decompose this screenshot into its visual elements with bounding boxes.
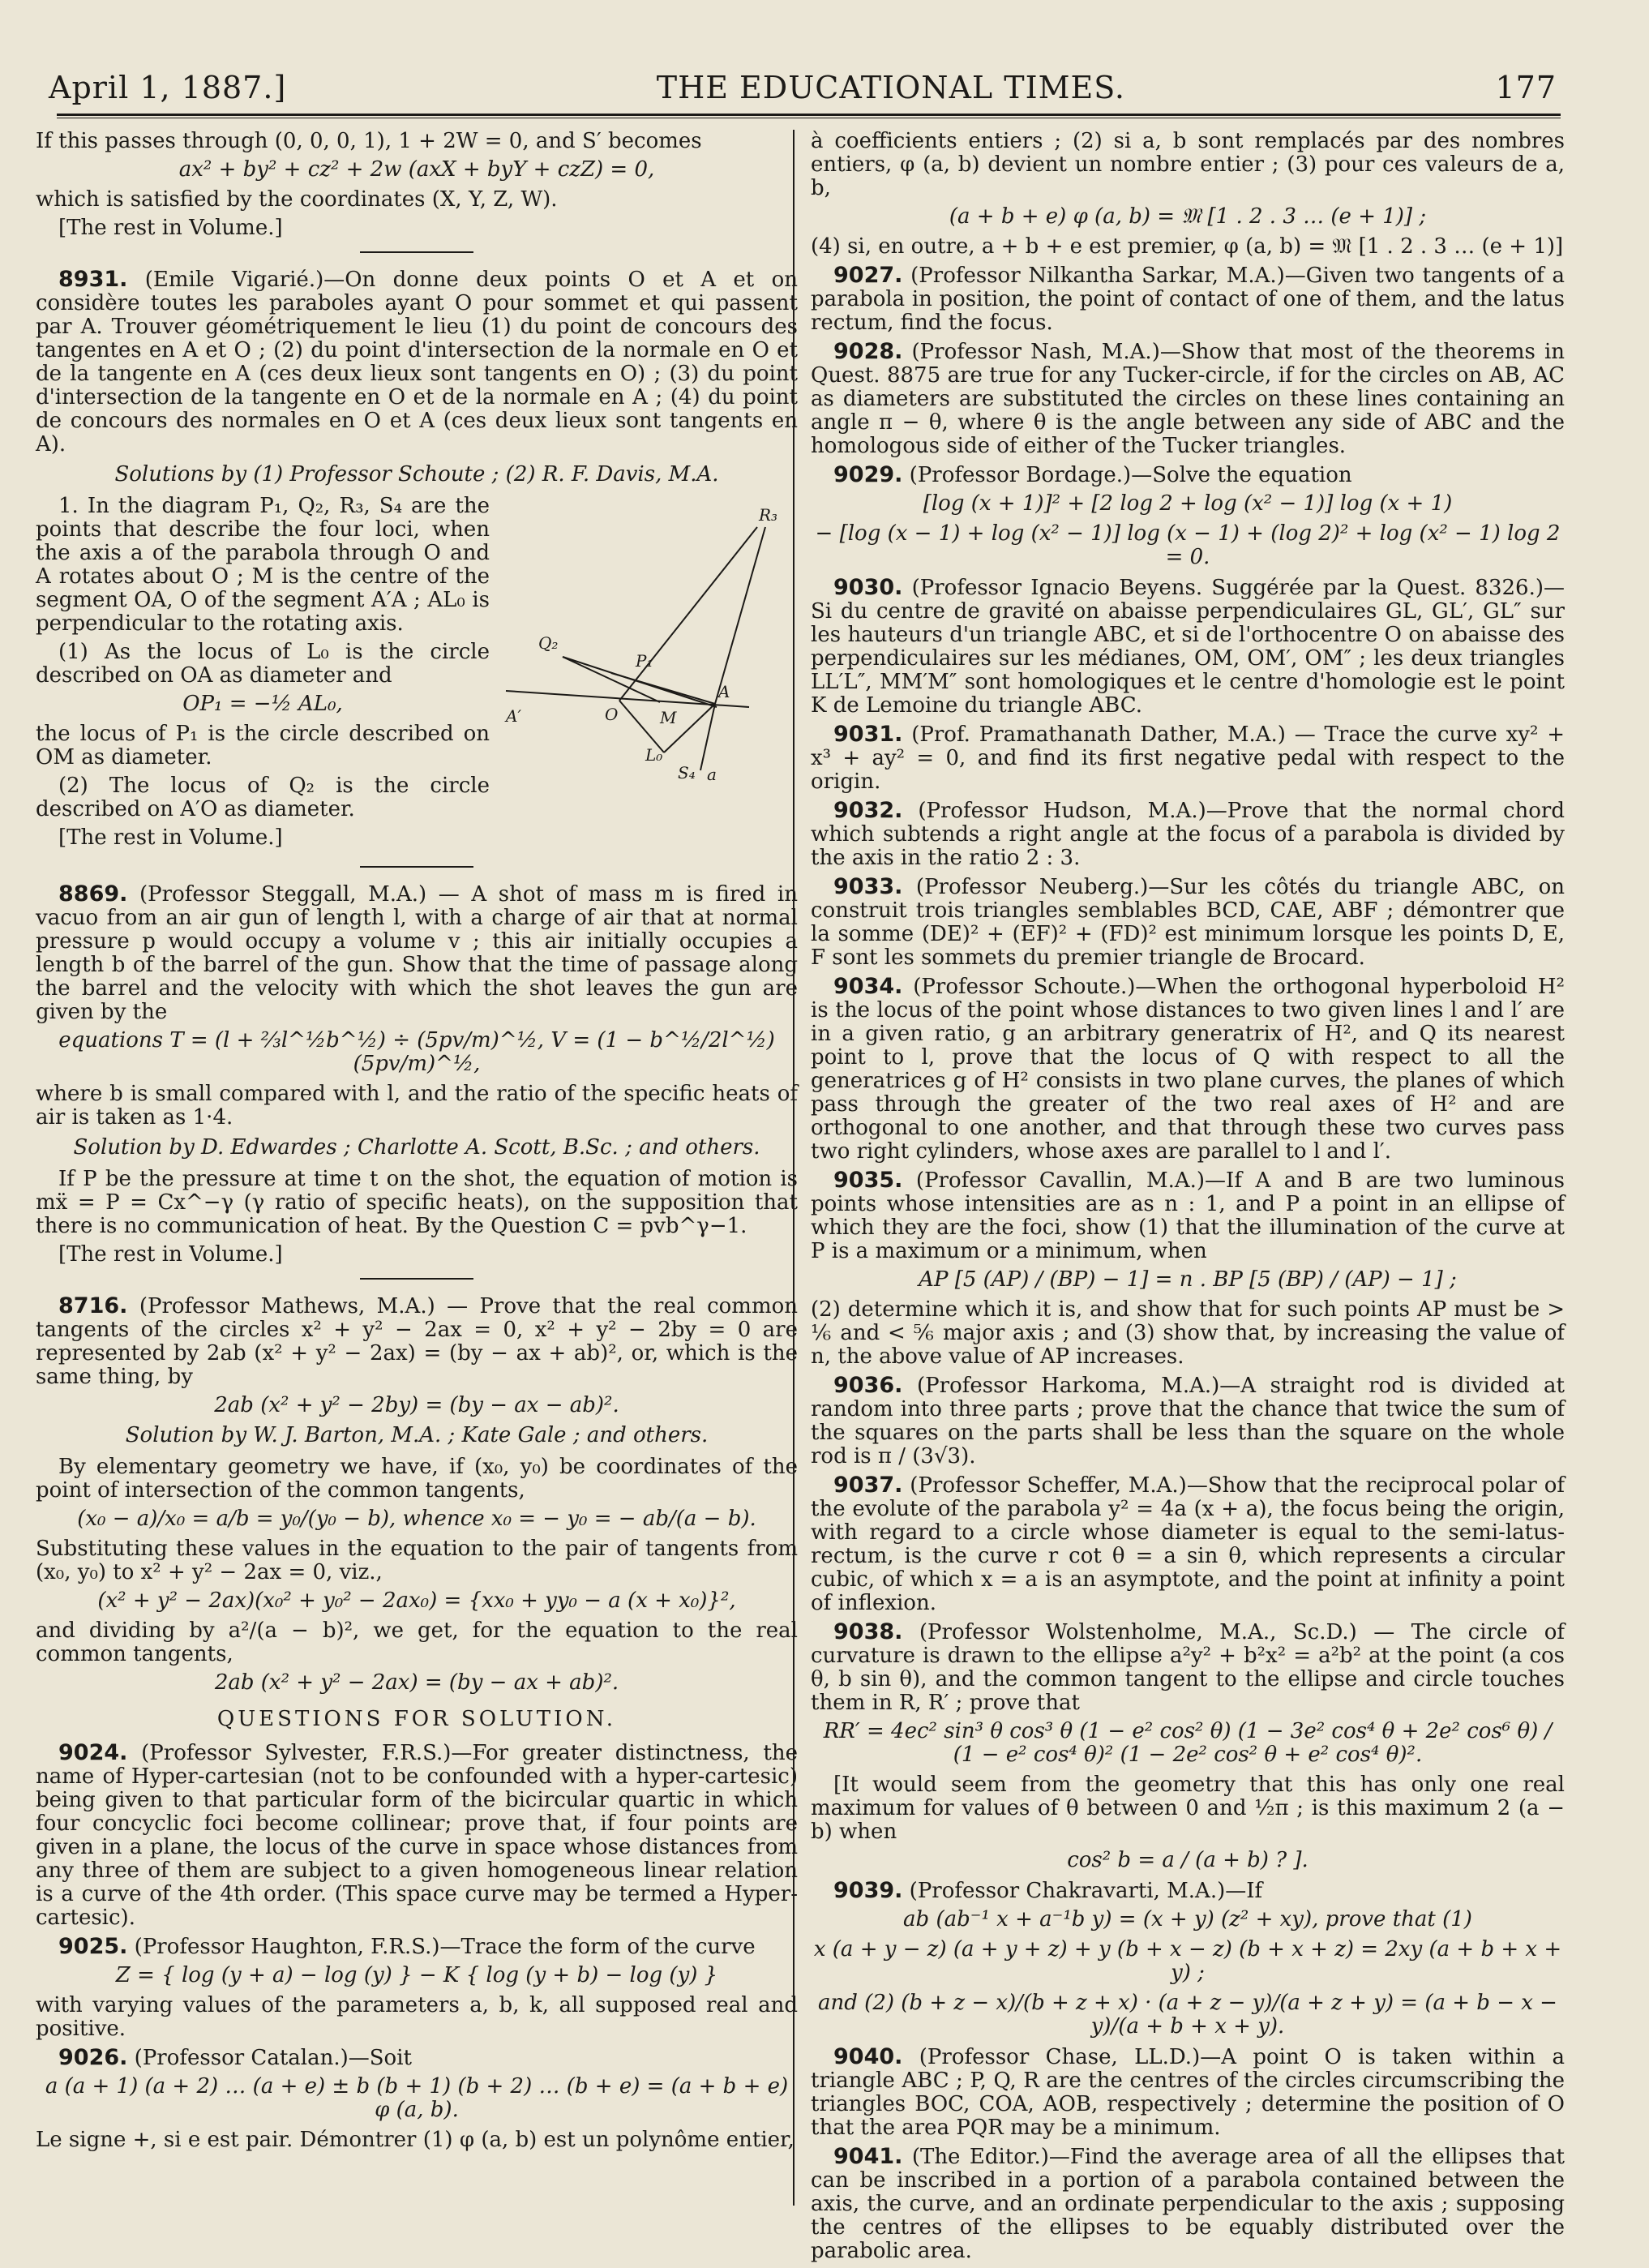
label-axis-a: a xyxy=(707,765,717,784)
question-number: 9030. xyxy=(833,575,903,600)
rest-in-volume: [The rest in Volume.] xyxy=(58,216,283,240)
header-date: April 1, 1887.] xyxy=(49,70,287,105)
label-q2: Q₂ xyxy=(538,633,559,653)
equation: AP [5 (AP) / (BP) − 1] = n . BP [5 (BP) / (AP) − 1] ; xyxy=(919,1267,1457,1292)
question-number: 8931. xyxy=(58,267,128,292)
question-9041 xyxy=(811,2145,1565,2263)
line-r xyxy=(619,527,757,701)
equation: 2ab (x² + y² − 2ax) = (by − ax + ab)². xyxy=(214,1670,619,1695)
label-m: M xyxy=(660,708,677,727)
question-text: (Professor Wolstenholme, M.A., Sc.D.) — The circle of curvature is drawn to the ellipse a²y² + b²x² = a²b² at the point (a cos θ, b sin θ), and the common tangent to the ellipse and circle touches them in R, R′ ; prove that xyxy=(811,1620,1565,1715)
question-9040 xyxy=(811,2045,1565,2140)
question-number: 8716. xyxy=(58,1293,128,1318)
question-text: (Professor Bordage.)—Solve the equation xyxy=(909,463,1352,487)
page-header xyxy=(49,63,1557,112)
equation: ab (ab⁻¹ x + a⁻¹b y) = (x + y) (z² + xy), prove that (1) xyxy=(903,1907,1472,1931)
question-9025 xyxy=(36,1935,798,1959)
question-9026 xyxy=(36,2046,798,2070)
question-number: 9041. xyxy=(833,2144,903,2169)
question-text: (Professor Haughton, F.R.S.)—Trace the form of the curve xyxy=(134,1935,756,1959)
question-text: (Professor Ignacio Beyens. Suggérée par la Quest. 8326.)—Si du centre de gravité on abaisse perpendiculaires GL, GL′, GL″ sur les hauteurs d'un triangle ABC, et si de l'orthocentre O on abaisse des perpendiculaires sur les médianes, OM, OM′, OM″ ; les deux triangles LL′L″, MM′M″ sont homologiques et le centre d'homologie est le point K de Lemoine du triangle ABC. xyxy=(811,576,1565,718)
question-text: (Professor Neuberg.)—Sur les côtés du triangle ABC, on construit trois triangles semblables BCD, CAE, ABF ; démontrer que la somme (DE)² + (EF)² + (FD)² est minimum lorsque les points D, E, F sont les sommets du premier triangle de Brocard. xyxy=(811,875,1565,970)
paragraph: the locus of P₁ is the circle described on OM as diameter. xyxy=(36,722,490,770)
paragraph: By elementary geometry we have, if (x₀, y₀) be coordinates of the point of intersection of the common tangents, xyxy=(36,1455,798,1503)
paragraph: Le signe +, si e est pair. Démontrer (1) φ (a, b) est un polynôme entier, xyxy=(36,2128,795,2152)
question-text: (Professor Nilkantha Sarkar, M.A.)—Given two tangents of a parabola in position, the point of contact of one of them, and the latus rectum, find the focus. xyxy=(811,264,1565,335)
question-number: 9034. xyxy=(833,974,903,999)
paragraph: (1) As the locus of L₀ is the circle described on OA as diameter and xyxy=(36,640,490,688)
question-9034 xyxy=(811,975,1565,1164)
question-number: 9027. xyxy=(833,263,903,288)
question-text: (Professor Hudson, M.A.)—Prove that the normal chord which subtends a right angle at the focus of a parabola is divided by the axis in the ratio 2 : 3. xyxy=(811,799,1565,870)
question-number: 9025. xyxy=(58,1934,128,1959)
separator-rule xyxy=(360,251,473,253)
separator-rule xyxy=(360,866,473,868)
paragraph: with varying values of the parameters a, b, k, all supposed real and positive. xyxy=(36,1993,798,2041)
paragraph: (2) The locus of Q₂ is the circle described on A′O as diameter. xyxy=(36,774,490,821)
left-column xyxy=(36,130,798,2157)
solution-byline: Solution by D. Edwardes ; Charlotte A. Scott, B.Sc. ; and others. xyxy=(73,1135,760,1160)
question-8931 xyxy=(36,268,798,457)
paragraph: and dividing by a²/(a − b)², we get, for the equation to the real common tangents, xyxy=(36,1618,798,1666)
line-s xyxy=(700,704,715,770)
question-number: 9032. xyxy=(833,798,903,823)
label-a: A xyxy=(718,682,730,701)
question-9027 xyxy=(811,264,1565,335)
line-a xyxy=(715,527,765,704)
solution-byline: Solution by W. J. Barton, M.A. ; Kate Gale ; and others. xyxy=(125,1423,709,1447)
question-number: 9031. xyxy=(833,722,903,747)
paragraph: (4) si, en outre, a + b + e est premier, φ (a, b) = 𝔐 [1 . 2 . 3 … (e + 1)] xyxy=(811,234,1564,259)
equation: a (a + 1) (a + 2) … (a + e) ± b (b + 1) (b + 2) … (b + e) = (a + b + e) φ (a, b). xyxy=(45,2074,789,2122)
question-number: 9036. xyxy=(833,1373,903,1398)
equation: − [log (x − 1) + log (x² − 1)] log (x − 1) + (log 2)² + log (x² − 1) log 2 = 0. xyxy=(815,521,1561,569)
question-text: (Professor Schoute.)—When the orthogonal hyperboloid H² is the locus of the point whose distances to two given lines l and l′ are in a given ratio, g an arbitrary generatrix of H², and Q its nearest point to l, prove that the locus of Q with respect to all the generatrices g of H² consists in two plane curves, the planes of which pass through the greater of the two real axes of H² and are orthogonal to one another, and that through these two curves pass two right cylinders, whose axes are parallel to l and l′. xyxy=(811,975,1565,1164)
header-title: THE EDUCATIONAL TIMES. xyxy=(656,70,1125,105)
question-text: (Professor Mathews, M.A.) — Prove that the real common tangents of the circles x² + y² − 2ax = 0, x² + y² − 2by = 0 are represented by 2ab (x² + y² − 2ax) = (by − ax + ab)², or, which is the same thing, by xyxy=(36,1294,799,1389)
question-text: (Professor Harkoma, M.A.)—A straight rod is divided at random into three parts ; prove that the chance that twice the sum of the squares on the parts shall be less than the square on the whole rod is π / (3√3). xyxy=(811,1374,1565,1468)
equation: cos² b = a / (a + b) ? ]. xyxy=(1067,1848,1308,1872)
question-number: 9039. xyxy=(833,1878,903,1903)
equation: 2ab (x² + y² − 2by) = (by − ax − ab)². xyxy=(214,1393,619,1417)
question-number: 9026. xyxy=(58,2045,128,2070)
question-9038 xyxy=(811,1620,1565,1715)
equation: (x₀ − a)/x₀ = a/b = y₀/(y₀ − b), whence x₀ = − y₀ = − ab/(a − b). xyxy=(77,1507,756,1531)
question-text: (Professor Steggall, M.A.) — A shot of mass m is fired in vacuo from an air gun of length l, with a charge of air that at normal pressure p would occupy a volume v ; this air initially occupies a length b of the barrel of the gun. Show that the time of passage along the barrel and the velocity with which the shot leaves the gun are given by the xyxy=(36,882,798,1024)
equation: OP₁ = −½ AL₀, xyxy=(182,692,343,716)
right-column xyxy=(811,130,1565,2268)
question-9030 xyxy=(811,576,1565,718)
equation: ax² + by² + cz² + 2w (axX + byY + czZ) = 0, xyxy=(178,157,655,182)
equation: [log (x + 1)]² + [2 log 2 + log (x² − 1)] log (x + 1) xyxy=(923,491,1453,516)
question-text: (Prof. Pramathanath Dather, M.A.) — Trace the curve xy² + x³ + ay² = 0, and find its first negative pedal with respect to the origin. xyxy=(811,722,1565,794)
question-text: (Professor Cavallin, M.A.)—If A and B are two luminous points whose intensities are as n : 1, and P a point in an ellipse of which they are the foci, show (1) that the illumination of the curve at P is a maximum or a minimum, when xyxy=(811,1168,1565,1263)
paragraph: [It would seem from the geometry that this has only one real maximum for values of θ between 0 and ½π ; is this maximum 2 (a − b) when xyxy=(811,1773,1565,1844)
question-text: (Professor Catalan.)—Soit xyxy=(134,2046,412,2070)
paragraph: which is satisfied by the coordinates (X, Y, Z, W). xyxy=(36,187,558,212)
question-9036 xyxy=(811,1374,1565,1468)
question-text: (Professor Chase, LL.D.)—A point O is taken within a triangle ABC ; P, Q, R are the centres of the circles circumscribing the triangles BOC, COA, AOB, respectively ; determine the position of O that the area PQR may be a minimum. xyxy=(811,2045,1565,2140)
equation: (a + b + e) φ (a, b) = 𝔐 [1 . 2 . 3 … (e + 1)] ; xyxy=(949,204,1427,229)
question-9029 xyxy=(811,463,1565,487)
question-9033 xyxy=(811,875,1565,970)
question-number: 9033. xyxy=(833,874,903,899)
question-9024 xyxy=(36,1741,798,1930)
solution-with-diagram xyxy=(36,495,798,855)
label-a-prime: A′ xyxy=(506,706,521,726)
question-number: 9038. xyxy=(833,1619,903,1644)
geometry-diagram xyxy=(490,495,798,787)
solution-byline: Solutions by (1) Professor Schoute ; (2) R. F. Davis, M.A. xyxy=(114,462,719,487)
question-text: (Professor Chakravarti, M.A.)—If xyxy=(909,1879,1263,1903)
paragraph: (2) determine which it is, and show that for such points AP must be > ⅙ and < ⅚ major axis ; and (3) show that, by increasing the value of n, the above value of AP increases. xyxy=(811,1297,1565,1369)
label-p1: P₁ xyxy=(636,651,653,671)
question-text: (Professor Scheffer, M.A.)—Show that the reciprocal polar of the evolute of the parabola y² = 4a (x + a), the focus being the origin, with regard to a circle whose diameter is equal to the semi-latus-rectum, is the curve r cot θ = a sin θ, which represents a circular cubic, of which x = a is an asymptote, and the point at infinity a point of inflexion. xyxy=(811,1473,1565,1615)
question-text: (Professor Sylvester, F.R.S.)—For greater distinctness, the name of Hyper-cartesian (not to be confounded with a hyper-cartesic) being given to that particular form of the bicircular quartic in which four concyclic foci become collinear; prove that, if four points are given in a plane, the locus of the curve in space whose distances from any three of them are subject to a given homogeneous linear relation is a curve of the 4th order. (This space curve may be termed a Hyper-cartesic). xyxy=(36,1741,798,1930)
equation: and (2) (b + z − x)/(b + z + x) · (a + z − y)/(a + z + y) = (a + b − x − y)/(a + b + x + y). xyxy=(818,1991,1557,2039)
question-8869 xyxy=(36,882,798,1024)
question-number: 9029. xyxy=(833,462,903,487)
paragraph: 1. In the diagram P₁, Q₂, R₃, S₄ are the points that describe the four loci, when the axis a of the parabola through O and A rotates about O ; M is the centre of the segment OA, O of the segment A′A ; AL₀ is perpendicular to the rotating axis. xyxy=(36,494,490,636)
paragraph: à coefficients entiers ; (2) si a, b sont remplacés par des nombres entiers, φ (a, b) devient un nombre entier ; (3) pour ces valeurs de a, b, xyxy=(811,129,1565,200)
solution-text xyxy=(36,495,490,855)
axis-line xyxy=(506,691,749,707)
question-text: (The Editor.)—Find the average area of all the ellipses that can be inscribed in a portion of a parabola contained between the axis, the curve, and an ordinate perpendicular to the axis ; supposing the centres of the ellipses to be equably distributed over the parabolic area. xyxy=(811,2145,1565,2263)
equation: Z = { log (y + a) − log (y) } − K { log (y + b) − log (y) } xyxy=(115,1963,718,1987)
question-9037 xyxy=(811,1473,1565,1615)
equation: equations T = (l + ⅔l^½b^½) ÷ (5pv/m)^½, V = (1 − b^½/2l^½)(5pv/m)^½, xyxy=(58,1028,775,1076)
rest-in-volume: [The rest in Volume.] xyxy=(58,1242,283,1267)
rest-in-volume: [The rest in Volume.] xyxy=(58,825,283,850)
paragraph: Substituting these values in the equation to the pair of tangents from (x₀, y₀) to x² + y² − 2ax = 0, viz., xyxy=(36,1537,798,1584)
question-number: 9040. xyxy=(833,2044,903,2069)
paragraph: If this passes through (0, 0, 0, 1), 1 + 2W = 0, and S′ becomes xyxy=(36,129,702,153)
question-number: 9024. xyxy=(58,1740,128,1765)
question-9035 xyxy=(811,1168,1565,1263)
question-text: (Professor Nash, M.A.)—Show that most of the theorems in Quest. 8875 are true for any Tucker-circle, if for the circles on AB, AC as diameters are substituted the circles on these lines containing an angle π − θ, where θ is the angle between any side of ABC and the homologous side of either of the Tucker triangles. xyxy=(811,340,1565,458)
paragraph: where b is small compared with l, and the ratio of the specific heats of air is taken as 1·4. xyxy=(36,1082,798,1130)
label-l0: L₀ xyxy=(645,745,663,765)
question-text: (Emile Vigarié.)—On donne deux points O et A et on considère toutes les paraboles ayant O pour sommet et qui passent par A. Trouver géométriquement le lieu (1) du point de concours des tangentes en A et O ; (2) du point d'intersection de la normale en O et de la tangente en A (ces deux lieux sont tangents en O) ; (3) du point d'intersection de la tangente en O et de la normale en A ; (4) du point de concours des normales en O et A (ces deux lieux sont tangents en A). xyxy=(36,268,799,457)
question-9039 xyxy=(811,1879,1565,1903)
question-number: 9037. xyxy=(833,1473,903,1498)
paragraph: If P be the pressure at time t on the shot, the equation of motion is mẍ = P = Cx^−γ (γ ratio of specific heats), on the supposition that there is no communication of heat. By the Question C = pvb^γ−1. xyxy=(36,1167,798,1238)
label-r3: R₃ xyxy=(759,505,778,525)
question-8716 xyxy=(36,1294,798,1389)
question-number: 8869. xyxy=(58,881,128,907)
question-number: 9035. xyxy=(833,1168,903,1193)
question-9028 xyxy=(811,340,1565,458)
header-page-number: 177 xyxy=(1495,70,1557,105)
label-o: O xyxy=(605,705,619,724)
question-9032 xyxy=(811,799,1565,870)
equation: RR′ = 4ec² sin³ θ cos³ θ (1 − e² cos² θ) (1 − 3e² cos⁴ θ + 2e² cos⁶ θ) / (1 − e² cos⁴ θ)² (1 − 2e² cos² θ + e² cos⁴ θ)². xyxy=(823,1719,1553,1767)
separator-rule xyxy=(360,1278,473,1280)
question-9031 xyxy=(811,722,1565,794)
equation: (x² + y² − 2ax)(x₀² + y₀² − 2ax₀) = {xx₀ + yy₀ − a (x + x₀)}², xyxy=(97,1588,736,1613)
header-rule xyxy=(57,114,1561,116)
equation: x (a + y − z) (a + y + z) + y (b + x − z) (b + x + z) = 2xy (a + b + x + y) ; xyxy=(813,1937,1562,1985)
question-number: 9028. xyxy=(833,339,903,364)
label-s4: S₄ xyxy=(678,763,696,782)
section-heading: QUESTIONS FOR SOLUTION. xyxy=(216,1707,617,1731)
